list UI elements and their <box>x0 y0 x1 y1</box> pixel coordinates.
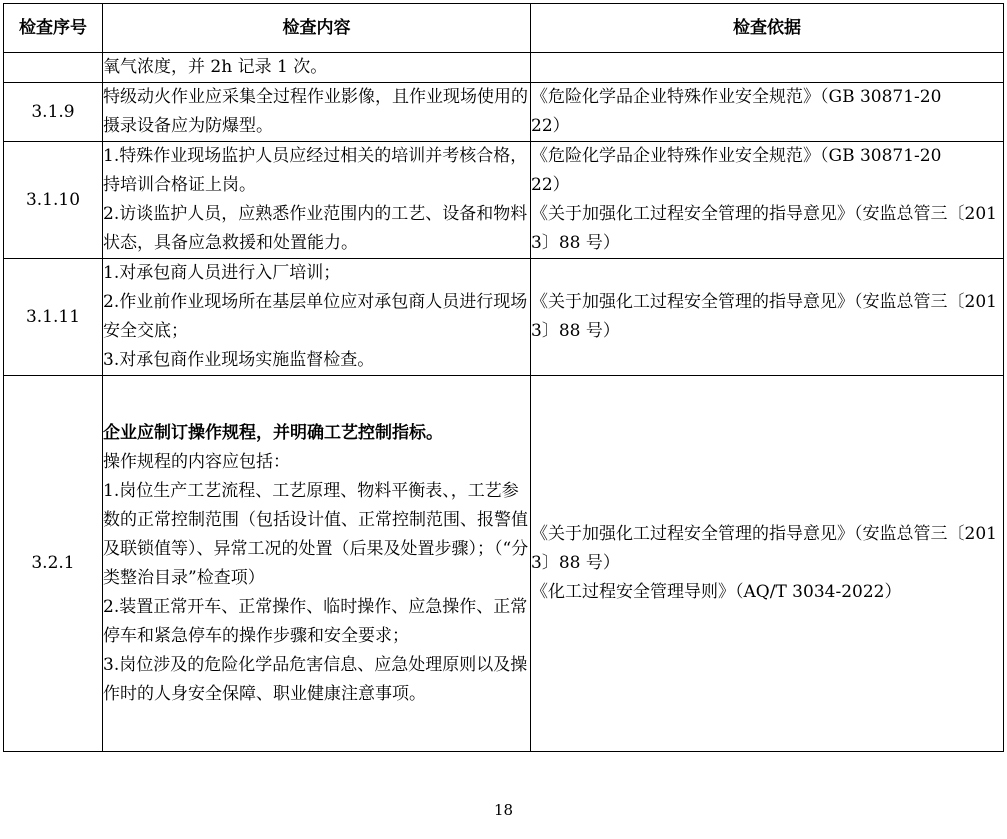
content-line: 特级动火作业应采集全过程作业影像，且作业现场使用的摄录设备应为防爆型。 <box>103 87 528 136</box>
row-number: 3.2.1 <box>4 376 103 752</box>
page-number: 18 <box>493 801 514 819</box>
inspection-table <box>3 3 1004 752</box>
content-line: 2.作业前作业现场所在基层单位应对承包商人员进行现场安全交底； <box>103 292 528 341</box>
content-line: 1.特殊作业现场监护人员应经过相关的培训并考核合格，持培训合格证上岗。 <box>103 146 528 195</box>
header-content: 检查内容 <box>103 4 531 53</box>
row-number: 3.1.10 <box>4 142 103 259</box>
table-row <box>4 259 1004 376</box>
row-content <box>103 142 531 259</box>
basis-line: 《危险化学品企业特殊作业安全规范》（GB 30871-2022） <box>531 87 942 136</box>
row-number: 3.1.11 <box>4 259 103 376</box>
row-basis <box>531 376 1004 752</box>
row-content <box>103 83 531 142</box>
content-title: 企业应制订操作规程，并明确工艺控制指标。 <box>103 422 443 443</box>
row-basis <box>531 259 1004 376</box>
row-basis <box>531 83 1004 142</box>
content-line: 2.访谈监护人员，应熟悉作业范围内的工艺、设备和物料状态，具备应急救援和处置能力。 <box>103 204 528 253</box>
row-number <box>4 53 103 83</box>
basis-line: 《危险化学品企业特殊作业安全规范》（GB 30871-2022） <box>531 146 942 195</box>
table-row <box>4 53 1004 83</box>
content-line: 氧气浓度，并 2h 记录 1 次。 <box>103 57 328 77</box>
header-no: 检查序号 <box>4 4 103 53</box>
row-basis <box>531 53 1004 83</box>
row-content <box>103 376 531 752</box>
table-row <box>4 142 1004 259</box>
content-line: 1.对承包商人员进行入厂培训； <box>103 263 341 283</box>
content-line: 3.对承包商作业现场实施监督检查。 <box>103 350 375 370</box>
row-content <box>103 259 531 376</box>
header-basis: 检查依据 <box>531 4 1004 53</box>
basis-line: 《关于加强化工过程安全管理的指导意见》（安监总管三〔2013〕88 号） <box>531 524 997 573</box>
content-line: 3.岗位涉及的危险化学品危害信息、应急处理原则以及操作时的人身安全保障、职业健康注意事项。 <box>103 654 528 704</box>
content-line: 操作规程的内容应包括： <box>103 451 290 472</box>
basis-line: 《关于加强化工过程安全管理的指导意见》（安监总管三〔2013〕88 号） <box>531 292 997 341</box>
basis-line: 《关于加强化工过程安全管理的指导意见》（安监总管三〔2013〕88 号） <box>531 204 997 253</box>
row-content <box>103 53 531 83</box>
content-line: 2.装置正常开车、正常操作、临时操作、应急操作、正常停车和紧急停车的操作步骤和安全要求； <box>103 596 528 646</box>
row-basis <box>531 142 1004 259</box>
content-line: 1.岗位生产工艺流程、工艺原理、物料平衡表、，工艺参数的正常控制范围（包括设计值、正常控制范围、报警值及联锁值等）、异常工况的处置（后果及处置步骤）；（“分类整治目录”检查项） <box>103 480 529 588</box>
row-number: 3.1.9 <box>4 83 103 142</box>
table-row <box>4 83 1004 142</box>
basis-line: 《化工过程安全管理导则》（AQ/T 3034-2022） <box>531 582 902 602</box>
table-header-row <box>4 4 1004 53</box>
table-row <box>4 376 1004 752</box>
